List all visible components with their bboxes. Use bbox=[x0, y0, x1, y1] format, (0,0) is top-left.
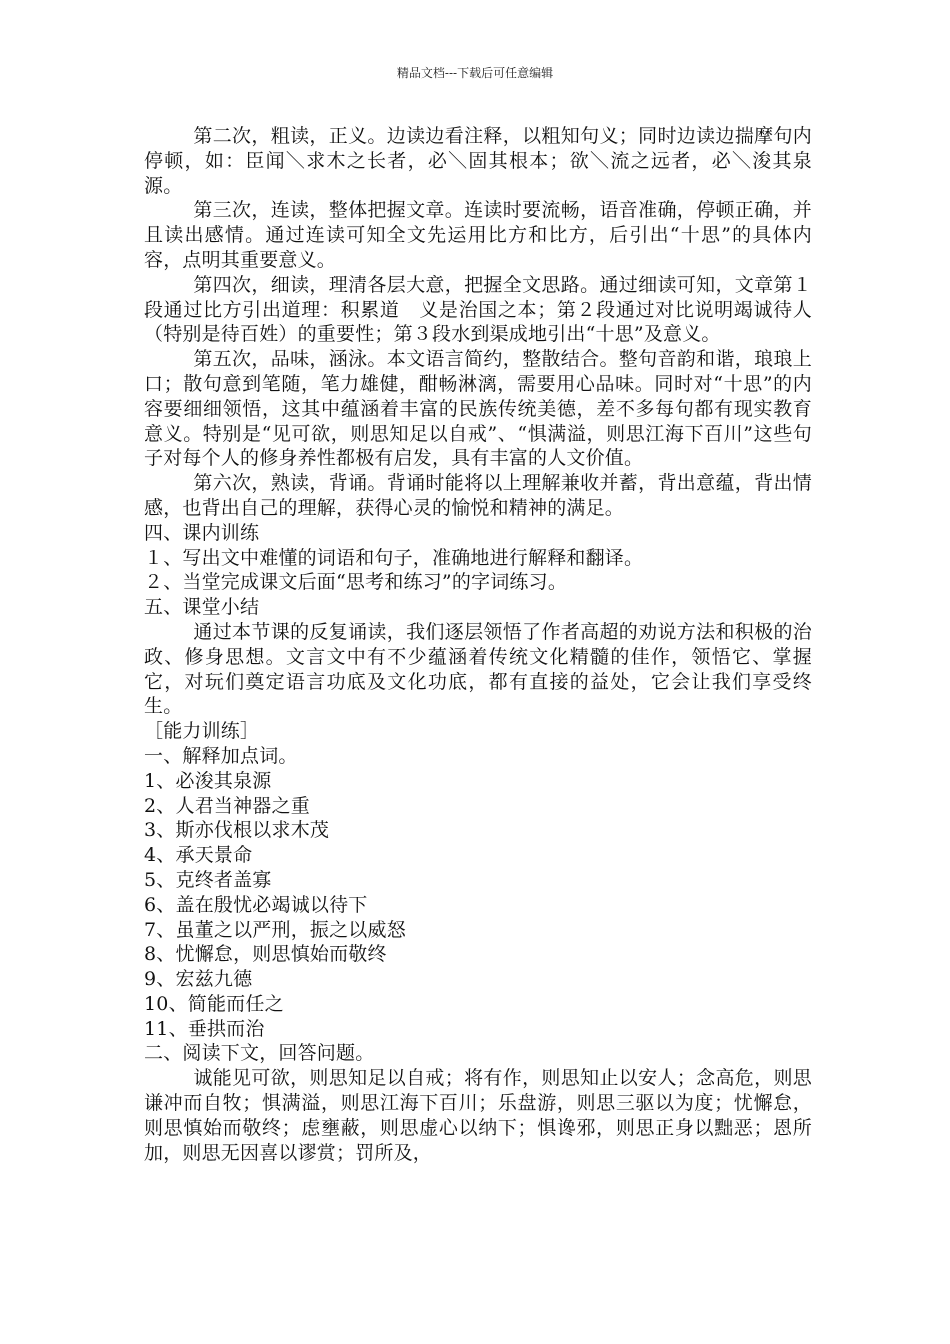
paragraph-fifth-reading: 第五次，品味，涵泳。本文语言简约，整散结合。整句音韵和谐，琅琅上口；散句意到笔随，笔力雄健，酣畅淋漓，需要用心品味。同时对“十思”的内容要细细领悟，这其中蕴涵着丰富的民族传统美德，差不多每句都有现实教育意义。特别是“见可欲，则思知足以自戒”、“惧满溢，则思江海下百川”这些句子对每个人的修身养性都极有启发，具有丰富的人文价值。 bbox=[144, 348, 812, 470]
question-1-item: 3、斯亦伐根以求木茂 bbox=[144, 819, 330, 842]
question-1-item: 8、忧懈怠，则思慎始而敬终 bbox=[144, 943, 387, 966]
question-1-item: 2、人君当神器之重 bbox=[144, 794, 310, 817]
question-1-item: 6、盖在殷忧必竭诚以待下 bbox=[144, 893, 368, 916]
question-1-item: 9、宏兹九德 bbox=[144, 968, 253, 991]
question-1-item: 10、简能而任之 bbox=[144, 992, 284, 1015]
question-1-title: 一、解释加点词。 bbox=[144, 744, 298, 767]
question-1-item: 11、垂拱而治 bbox=[144, 1017, 265, 1040]
paragraph-reading-passage: 诚能见可欲，则思知足以自戒；将有作，则思知止以安人；念高危，则思谦冲而自牧；惧满溢，则思江海下百川；乐盘游，则思三驱以为度；忧懈怠，则思慎始而敬终；虑壅蔽，则思虚心以纳下；惧谗邪，则思正身以黜恶；恩所加，则思无因喜以谬赏；罚所及， bbox=[144, 1067, 812, 1164]
question-1-item: 5、克终者盖寡 bbox=[144, 868, 272, 891]
question-1-item: 4、承天景命 bbox=[144, 844, 253, 867]
document-body bbox=[144, 124, 812, 1165]
section-heading-ability-training: ［能力训练］ bbox=[144, 720, 260, 743]
question-2-title: 二、阅读下文，回答问题。 bbox=[144, 1042, 375, 1065]
paragraph-sixth-reading: 第六次，熟读，背诵。背诵时能将以上理解兼收并蓄，背出意蕴，背出情感，也背出自己的理解，获得心灵的愉悦和精神的满足。 bbox=[144, 472, 812, 519]
question-1-item: 7、虽董之以严刑，振之以威怒 bbox=[144, 918, 406, 941]
paragraph-fourth-reading: 第四次，细读，理清各层大意，把握全文思路。通过细读可知，文章第１段通过比方引出道理：积累道 义是治国之本；第２段通过对比说明竭诚待人（特别是待百姓）的重要性；第３段水到渠成地引出“十思”及意义。 bbox=[144, 273, 812, 346]
training-item-1: １、写出文中难懂的词语和句子，准确地进行解释和翻译。 bbox=[144, 546, 644, 569]
training-item-2: ２、当堂完成课文后面“思考和练习”的字词练习。 bbox=[144, 571, 568, 594]
question-1-item: 1、必浚其泉源 bbox=[144, 769, 272, 792]
paragraph-third-reading: 第三次，连读，整体把握文章。连读时要流畅，语音准确，停顿正确，并且读出感情。通过连读可知全文先运用比方和比方，后引出“十思”的具体内容，点明其重要意义。 bbox=[144, 199, 812, 271]
section-heading-summary: 五、课堂小结 bbox=[144, 596, 260, 619]
section-heading-class-training: 四、课内训练 bbox=[144, 521, 260, 544]
page-header: 精品文档---下载后可任意编辑 bbox=[396, 66, 554, 80]
paragraph-summary: 通过本节课的反复诵读，我们逐层领悟了作者高超的劝说方法和积极的治政、修身思想。文言文中有不少蕴涵着传统文化精髓的佳作，领悟它、掌握它，对玩们奠定语言功底及文化功底，都有直接的益处，它会让我们享受终生。 bbox=[144, 620, 812, 718]
paragraph-second-reading: 第二次，粗读，正义。边读边看注释，以粗知句义；同时边读边揣摩句内停顿，如：臣闻＼求木之长者，必＼固其根本；欲＼流之远者，必＼浚其泉源。 bbox=[144, 125, 812, 197]
